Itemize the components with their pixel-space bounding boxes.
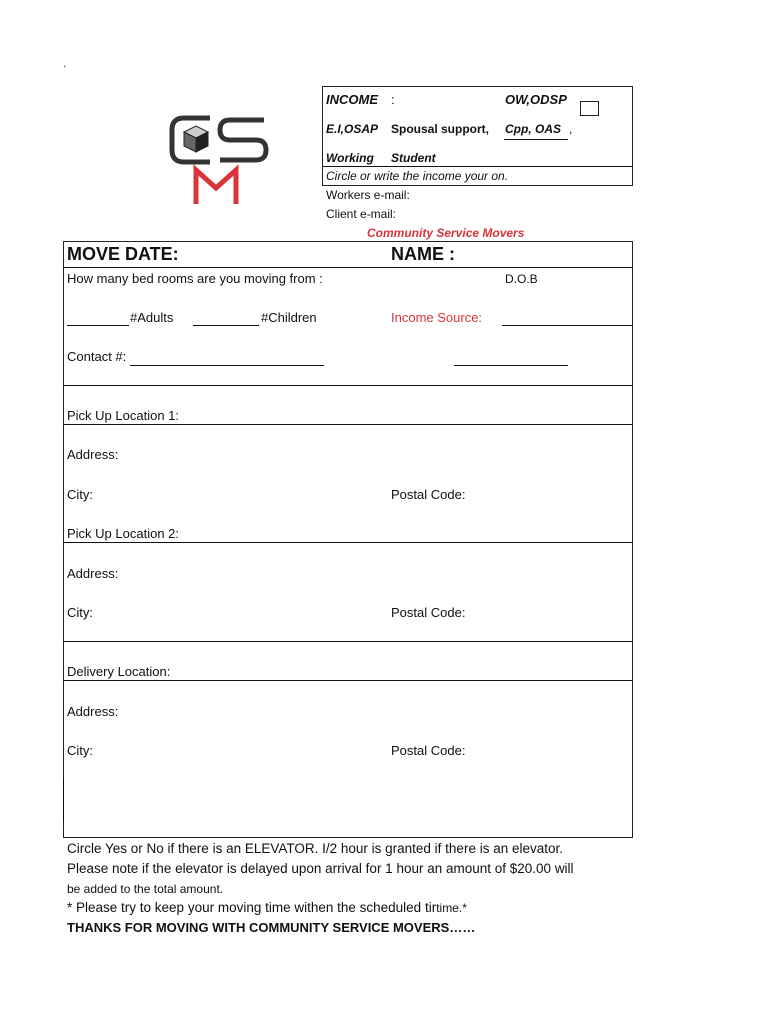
corner-mark: ' — [64, 64, 66, 74]
bedrooms-label: How many bed rooms are you moving from : — [67, 271, 323, 286]
cpp-oas-comma: , — [569, 122, 573, 136]
move-date-label: MOVE DATE: — [67, 244, 179, 264]
company-name: Community Service Movers — [367, 226, 525, 240]
time-note-end: time.* — [436, 901, 467, 915]
logo-cube-icon — [184, 126, 208, 152]
form-divider-5 — [63, 680, 633, 681]
income-divider — [322, 166, 633, 167]
children-field[interactable] — [193, 325, 259, 326]
csm-logo — [164, 108, 274, 210]
form-divider-4 — [63, 641, 633, 642]
pickup1-title: Pick Up Location 1: — [67, 408, 180, 423]
time-note-main: * Please try to keep your moving time withen the scheduled tir — [67, 900, 437, 915]
form-divider-2 — [63, 424, 633, 425]
pickup1-address-label: Address: — [67, 447, 119, 462]
dob-label: D.O.B — [505, 272, 538, 286]
income-label: INCOME — [326, 92, 378, 107]
workers-email-label: Workers e-mail: — [326, 188, 410, 202]
spousal-support-option[interactable]: Spousal support, — [391, 122, 490, 136]
delivery-address-label: Address: — [67, 704, 119, 719]
pickup2-address-label: Address: — [67, 566, 119, 581]
delivery-postal-label: Postal Code: — [391, 743, 466, 758]
children-label: #Children — [261, 310, 317, 325]
adults-field[interactable] — [67, 325, 129, 326]
pickup1-postal-label: Postal Code: — [391, 487, 466, 502]
income-checkbox[interactable] — [580, 101, 599, 116]
client-email-label: Client e-mail: — [326, 207, 397, 221]
form-divider-header — [63, 267, 633, 268]
pickup1-city-label: City: — [67, 487, 93, 502]
pickup2-postal-label: Postal Code: — [391, 605, 466, 620]
ei-osap-option[interactable]: E.I,OSAP — [326, 122, 379, 136]
contact-field[interactable] — [130, 365, 324, 366]
circle-note: Circle or write the income your on. — [326, 169, 509, 183]
elevator-fee-note: Please note if the elevator is delayed upon arrival for 1 hour an amount of $20.00 will — [67, 861, 574, 876]
pickup2-city-label: City: — [67, 605, 93, 620]
form-divider-3 — [63, 542, 633, 543]
elevator-note: Circle Yes or No if there is an ELEVATOR. I/2 hour is granted if there is an elevator. — [67, 841, 563, 856]
logo-letter-m — [196, 170, 236, 204]
adults-label: #Adults — [130, 310, 174, 325]
time-note — [67, 900, 467, 915]
thanks-note: THANKS FOR MOVING WITH COMMUNITY SERVICE MOVERS…… — [67, 920, 476, 935]
left-edge-line — [63, 780, 64, 820]
pickup2-title: Pick Up Location 2: — [67, 526, 180, 541]
cpp-oas-underline — [504, 139, 568, 140]
working-option[interactable]: Working — [326, 151, 374, 165]
cpp-oas-option[interactable]: Cpp, OAS — [505, 122, 561, 136]
income-source-label: Income Source: — [391, 310, 483, 325]
ow-odsp-option[interactable]: OW,ODSP — [505, 92, 567, 107]
fee-note-continued: be added to the total amount. — [67, 882, 224, 896]
contact-label: Contact #: — [67, 349, 127, 364]
income-colon: : — [391, 92, 395, 107]
name-label: NAME : — [391, 244, 455, 264]
student-option[interactable]: Student — [391, 151, 436, 165]
form-divider-1 — [63, 385, 633, 386]
delivery-title: Delivery Location: — [67, 664, 171, 679]
delivery-city-label: City: — [67, 743, 93, 758]
extra-field[interactable] — [454, 365, 568, 366]
logo-letter-s — [220, 120, 266, 160]
income-source-field[interactable] — [502, 325, 633, 326]
